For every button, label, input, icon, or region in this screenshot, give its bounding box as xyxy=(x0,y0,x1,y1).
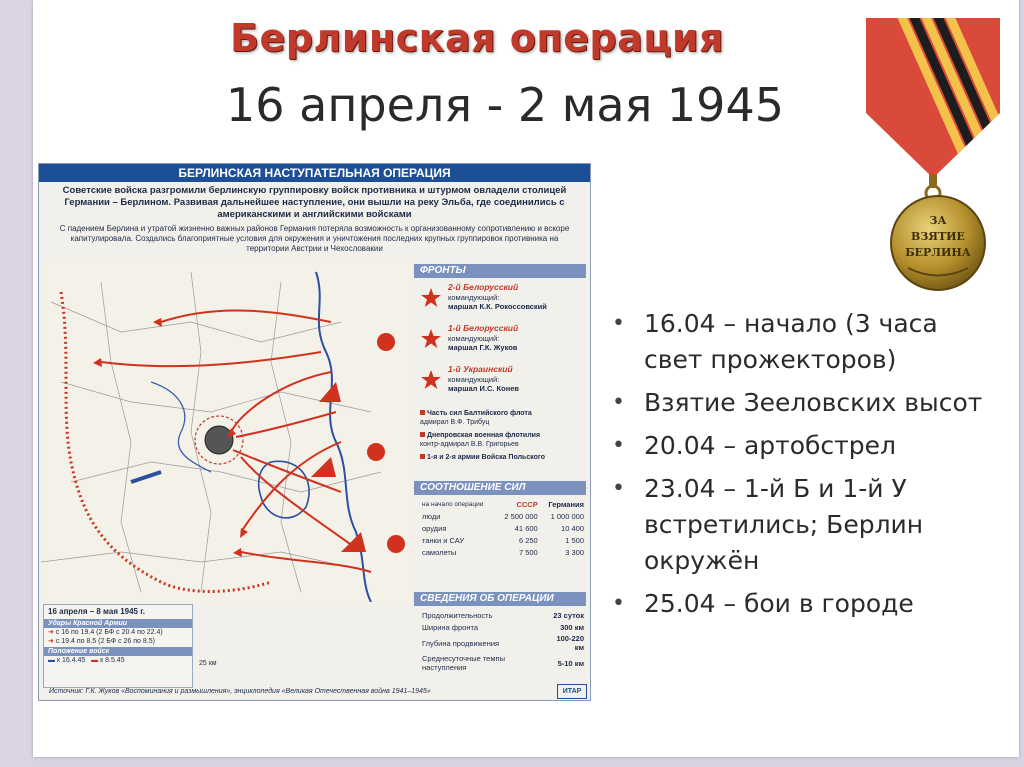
bullet-dot-icon: • xyxy=(612,390,625,415)
position-line-icon: ▬ xyxy=(48,657,57,664)
ussr-column: СССР xyxy=(516,499,538,509)
ops-label: Среднесуточные темпы наступления xyxy=(422,654,505,672)
legend-strikes-header: Удары Красной Армии xyxy=(44,619,192,628)
bullet-text: 25.04 – бои в городе xyxy=(644,589,914,618)
red-square-icon xyxy=(420,432,425,437)
bullet-dot-icon: • xyxy=(612,591,625,616)
map-scale: 25 км xyxy=(199,660,217,667)
front-name: 1-й Белорусский xyxy=(448,323,519,333)
ops-label: Продолжительность xyxy=(422,610,493,620)
forces-header: СООТНОШЕНИЕ СИЛ xyxy=(414,481,586,495)
table-row xyxy=(420,609,586,621)
bullet-text: 16.04 – начало (3 часа свет прожекторов) xyxy=(644,309,938,374)
extra-detail: адмирал В.Ф. Трибуц xyxy=(420,418,490,426)
bullet-text: 23.04 – 1-й Б и 1-й У встретились; Берлин окружён xyxy=(644,474,924,575)
legend-position-item xyxy=(44,656,192,665)
map-legend xyxy=(43,604,193,688)
poster-source: Источник: Г.К. Жуков «Воспоминания и размышления», энциклопедия «Великая Отечественная война 1941–1945» xyxy=(49,688,431,695)
fronts-header: ФРОНТЫ xyxy=(414,264,586,278)
forces-germany: 10 400 xyxy=(561,523,584,533)
bullet-dot-icon: • xyxy=(612,433,625,458)
front-commander: маршал Г.К. Жуков xyxy=(448,343,518,352)
ops-table xyxy=(420,609,586,673)
forces-table xyxy=(420,498,586,558)
red-star-icon xyxy=(420,287,442,309)
extra-detail: контр-адмирал В.В. Григорьев xyxy=(420,440,519,448)
list-item xyxy=(612,471,1002,579)
svg-text:ЗА: ЗА xyxy=(929,214,947,227)
table-row xyxy=(420,653,586,673)
slide-subtitle: 16 апреля - 2 мая 1945 xyxy=(226,78,784,132)
svg-text:ВЗЯТИЕ: ВЗЯТИЕ xyxy=(911,230,965,243)
table-row xyxy=(420,522,586,534)
front-1st-ukrainian xyxy=(420,363,586,401)
table-row xyxy=(420,621,586,633)
bullet-dot-icon: • xyxy=(612,476,625,501)
medal-for-capture-of-berlin-icon xyxy=(858,18,1008,293)
forces-label: танки и САУ xyxy=(422,535,465,545)
table-row xyxy=(420,510,586,522)
svg-text:БЕРЛИНА: БЕРЛИНА xyxy=(905,246,971,259)
ops-header: СВЕДЕНИЯ ОБ ОПЕРАЦИИ xyxy=(414,592,586,606)
red-square-icon xyxy=(420,454,425,459)
forces-label: люди xyxy=(422,511,441,521)
operation-map xyxy=(41,262,413,602)
front-2nd-belorussian xyxy=(420,281,586,319)
table-row xyxy=(420,633,586,653)
forces-label: самолеты xyxy=(422,547,457,557)
forces-label: орудия xyxy=(422,523,447,533)
red-star-icon xyxy=(420,328,442,350)
ops-value: 100-220 км xyxy=(556,634,584,652)
red-square-icon xyxy=(420,410,425,415)
ops-value: 300 км xyxy=(560,622,584,632)
forces-ussr: 7 500 xyxy=(518,547,538,557)
position-line-icon: ▬ xyxy=(91,657,101,664)
forces-germany: 1 000 000 xyxy=(550,511,584,521)
operation-poster xyxy=(38,163,591,701)
ops-value: 5-10 км xyxy=(557,658,584,668)
front-name: 1-й Украинский xyxy=(448,364,513,374)
table-row xyxy=(420,546,586,558)
bullet-text: Взятие Зееловских высот xyxy=(644,388,983,417)
red-star-icon xyxy=(420,369,442,391)
list-item xyxy=(612,586,1002,622)
front-1st-belorussian xyxy=(420,322,586,360)
itar-logo: ИТАР xyxy=(557,684,587,699)
bullet-dot-icon: • xyxy=(612,311,625,336)
bullet-text: 20.04 – артобстрел xyxy=(644,431,896,460)
timeline-bullets xyxy=(612,306,1002,629)
ops-label: Глубина продвижения xyxy=(422,638,500,648)
berlin-city-icon xyxy=(205,426,233,454)
red-arrow-icon: ➜ xyxy=(48,638,56,645)
list-item xyxy=(612,306,1002,378)
forces-ussr: 41 600 xyxy=(514,523,538,533)
legend-position-text: к 16.4.45 xyxy=(56,657,86,664)
legend-strike-item xyxy=(44,637,192,646)
extra-forces-baltic xyxy=(420,410,586,427)
forces-germany: 3 300 xyxy=(565,547,584,557)
front-role: командующий: xyxy=(448,375,500,384)
ops-label: Ширина фронта xyxy=(422,622,478,632)
poster-lead-text: Советские войска разгромили берлинскую группировку войск противника и штурмом овладели столицей Германии – Берлином. Развивая дальнейшее наступление, они вышли на реку Эльба, где соединились с американскими и английскими войсками xyxy=(62,185,567,220)
legend-positions-header: Положение войск xyxy=(44,647,192,656)
forces-germany: 1 500 xyxy=(565,535,584,545)
extra-forces-dnieper xyxy=(420,432,586,449)
front-commander: маршал К.К. Рокоссовский xyxy=(448,302,547,311)
extra-label: Днепровская военная флотилия xyxy=(427,432,541,439)
forces-ussr: 2 500 000 xyxy=(504,511,538,521)
extra-label: 1-я и 2-я армии Войска Польского xyxy=(427,454,545,461)
legend-position-text: к 8.5.45 xyxy=(100,657,125,664)
front-name: 2-й Белорусский xyxy=(448,282,519,292)
legend-strike-item xyxy=(44,628,192,637)
table-row xyxy=(420,534,586,546)
list-item xyxy=(612,385,1002,421)
extra-label: Часть сил Балтийского флота xyxy=(427,410,532,417)
red-arrow-icon: ➜ xyxy=(48,629,56,636)
slide-title: Берлинская операция xyxy=(230,16,724,60)
ops-value: 23 суток xyxy=(553,610,584,620)
legend-strike-text: с 19.4 по 8.5 (2 БФ с 26 по 8.5) xyxy=(55,638,155,645)
poster-sub-text: С падением Берлина и утратой жизненно важных районов Германия потеряла возможность к организованному сопротивлению и вскоре капитулировала. Создались благоприятные условия для окружения и уничтожения последних крупных группировок противника на территории Австрии и Чехословакии xyxy=(59,224,570,253)
germany-column: Германия xyxy=(548,499,584,509)
forces-note: на начало операции xyxy=(422,500,484,508)
forces-ussr: 6 250 xyxy=(518,535,538,545)
front-role: командующий: xyxy=(448,293,500,302)
front-role: командующий: xyxy=(448,334,500,343)
extra-forces-polish xyxy=(420,454,586,463)
legend-date: 16 апреля – 8 мая 1945 г. xyxy=(48,607,145,616)
front-commander: маршал И.С. Конев xyxy=(448,384,520,393)
list-item xyxy=(612,428,1002,464)
legend-strike-text: с 16 по 19.4 (2 БФ с 20.4 по 22.4) xyxy=(55,629,163,636)
poster-header: БЕРЛИНСКАЯ НАСТУПАТЕЛЬНАЯ ОПЕРАЦИЯ xyxy=(39,164,590,182)
